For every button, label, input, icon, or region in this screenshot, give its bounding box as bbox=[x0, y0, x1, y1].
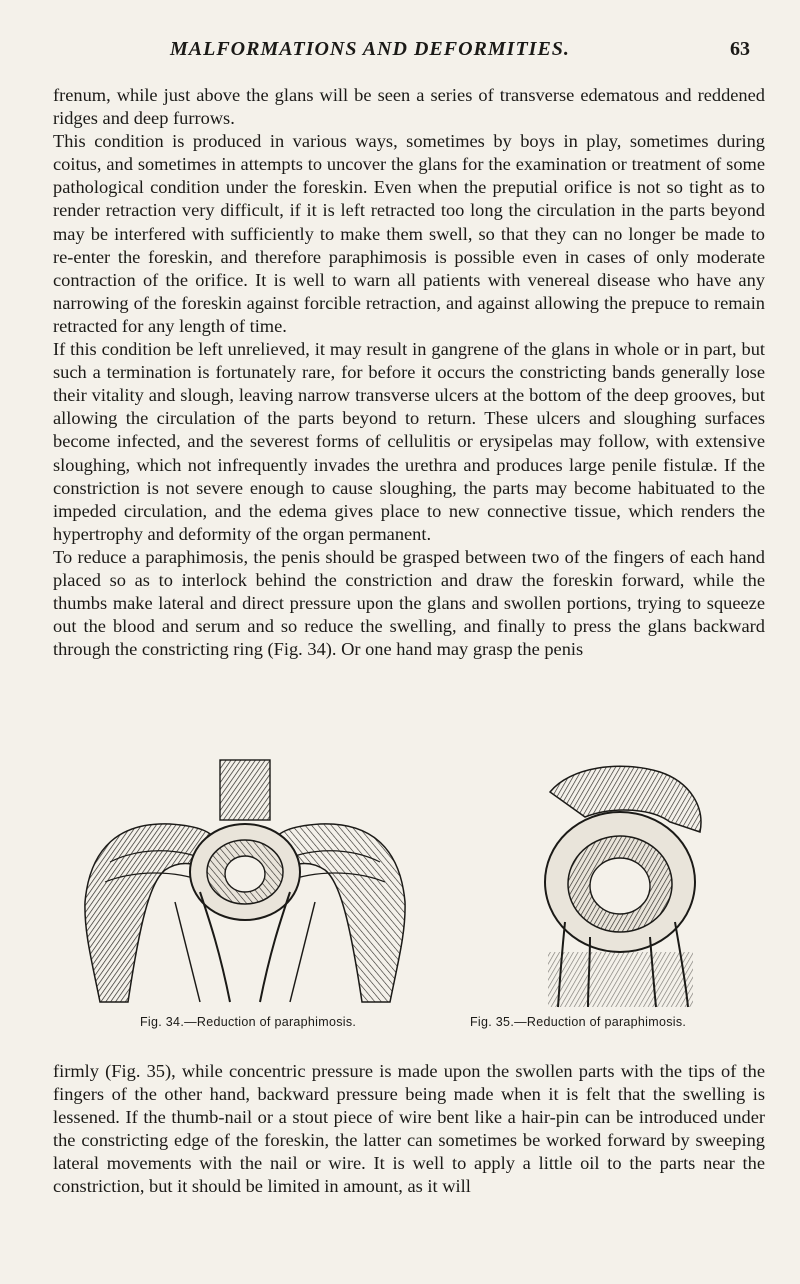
figures-row bbox=[0, 752, 800, 1052]
page-number: 63 bbox=[730, 38, 750, 60]
figure-35-illustration bbox=[490, 752, 750, 1012]
body-text-bottom bbox=[53, 1060, 765, 1199]
running-title: MALFORMATIONS AND DEFORMITIES. bbox=[170, 38, 570, 60]
paragraph: To reduce a paraphimosis, the penis should be grasped between two of the fingers of each hand placed so as to interlock behind the constriction and draw the foreskin forward, while the thumbs make lateral and direct pressure upon the glans and swollen portions, trying to squeeze out the blood and serum and so reduce the swelling, and finally to press the glans backward through the constricting ring (Fig. 34). Or one hand may grasp the penis bbox=[53, 546, 765, 660]
running-head bbox=[0, 38, 800, 64]
paragraph: This condition is produced in various ways, sometimes by boys in play, sometimes during coitus, and sometimes in attempts to uncover the glans for the examination or treatment of some pathological condition under the foreskin. Even when the preputial orifice is not so tight as to render retraction very difficult, if it is left retracted too long the circulation in the parts beyond may be interfered with sufficiently to make them swell, so that they can no longer be made to re-enter the foreskin, and therefore paraphimosis is possible even in cases of only moderate contraction of the orifice. It is well to warn all patients with venereal disease who have any narrowing of the foreskin against forcible retraction, and against allowing the prepuce to remain retracted for any length of time. bbox=[53, 131, 765, 336]
figure-35-caption: Fig. 35.—Reduction of paraphimosis. bbox=[470, 1015, 687, 1029]
body-text-top bbox=[53, 84, 765, 661]
paragraph: frenum, while just above the glans will be seen a series of transverse edematous and reddened ridges and deep furrows. bbox=[53, 85, 765, 129]
paragraph: If this condition be left unrelieved, it may result in gangrene of the glans in whole or in part, but such a termination is fortunately rare, for before it occurs the constricting bands generally lose their vitality and slough, leaving narrow transverse ulcers at the bottom of the deep grooves, but allowing the circulation of the parts beyond to return. These ulcers and sloughing surfaces become infected, and the severest forms of cellulitis or erysipelas may follow, with extensive sloughing, which not infrequently invades the urethra and produces large penile fistulæ. If the constriction is not severe enough to cause sloughing, the parts may become habituated to the impeded circulation, and the edema gives place to new connective tissue, which renders the hypertrophy and deformity of the organ permanent. bbox=[53, 339, 765, 544]
figure-34-illustration bbox=[80, 752, 410, 1012]
figure-34-caption: Fig. 34.—Reduction of paraphimosis. bbox=[140, 1015, 357, 1029]
paragraph: firmly (Fig. 35), while concentric pressure is made upon the swollen parts with the tips of the fingers of the other hand, backward pressure being made when it is felt that the swelling is lessened. If the thumb-nail or a stout piece of wire bent like a hair-pin can be introduced under the constricting edge of the foreskin, the latter can sometimes be worked forward by sweeping lateral movements with the nail or wire. It is well to apply a little oil to the parts near the constriction, but it should be limited in amount, as it will bbox=[53, 1061, 765, 1197]
